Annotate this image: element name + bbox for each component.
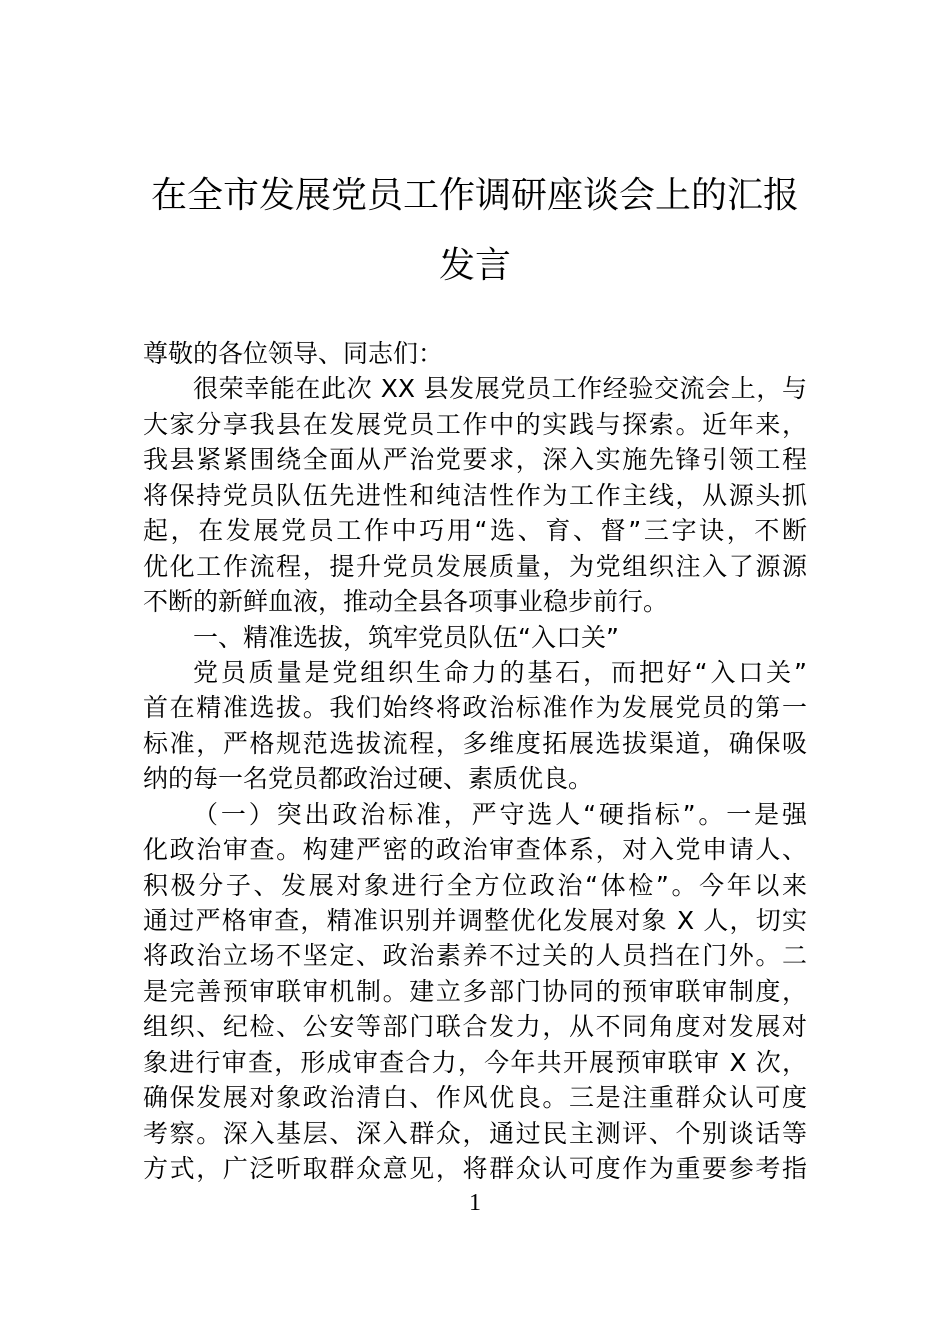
text-line: 标准，严格规范选拔流程，多维度拓展选拔渠道，确保吸	[143, 728, 807, 758]
text-line: 是完善预审联审机制。建立多部门协同的预审联审制度，	[143, 976, 807, 1006]
text-line: （一）突出政治标准，严守选人“硬指标”。一是强	[193, 799, 807, 829]
text-line: 通过严格审查，精准识别并调整优化发展对象 X 人，切实	[143, 906, 807, 935]
text-line: 考察。深入基层、深入群众，通过民主测评、个别谈话等	[143, 1118, 807, 1148]
text-line: 纳的每一名党员都政治过硬、素质优良。	[143, 764, 594, 794]
text-line: 方式，广泛听取群众意见，将群众认可度作为重要参考指	[143, 1154, 807, 1184]
salutation: 尊敬的各位领导、同志们：	[143, 339, 444, 368]
text-line: 组织、纪检、公安等部门联合发力，从不同角度对发展对	[143, 1012, 807, 1042]
text-line: 象进行审查，形成审查合力，今年共开展预审联审 X 次，	[143, 1047, 807, 1077]
text-line: 积极分子、发展对象进行全方位政治“体检”。今年以来	[143, 870, 807, 900]
text-line: 很荣幸能在此次 XX 县发展党员工作经验交流会上，与	[193, 374, 807, 404]
document-title-line-2: 发言	[438, 245, 511, 286]
page-number: 1	[469, 1190, 481, 1216]
text-line: 大家分享我县在发展党员工作中的实践与探索。近年来，	[143, 409, 807, 439]
text-line: 我县紧紧围绕全面从严治党要求，深入实施先锋引领工程	[143, 445, 807, 475]
text-line: 将政治立场不坚定、政治素养不过关的人员挡在门外。二	[143, 941, 807, 971]
text-line: 化政治审查。构建严密的政治审查体系，对入党申请人、	[143, 835, 807, 865]
text-line: 确保发展对象政治清白、作风优良。三是注重群众认可度	[143, 1083, 807, 1113]
text-line: 不断的新鲜血液，推动全县各项事业稳步前行。	[143, 587, 669, 617]
text-line: 首在精准选拔。我们始终将政治标准作为发展党员的第一	[143, 693, 807, 723]
text-line: 优化工作流程，提升党员发展质量，为党组织注入了源源	[143, 551, 807, 581]
text-line: 起，在发展党员工作中巧用“选、育、督”三字诀，不断	[143, 516, 807, 546]
text-line: 党员质量是党组织生命力的基石，而把好“入口关”	[193, 657, 807, 687]
text-line: 将保持党员队伍先进性和纯洁性作为工作主线，从源头抓	[143, 480, 807, 510]
document-title-line-1: 在全市发展党员工作调研座谈会上的汇报	[150, 175, 799, 216]
document-body	[143, 336, 807, 1187]
section-heading: 一、精准选拔，筑牢党员队伍“入口关”	[193, 622, 619, 652]
